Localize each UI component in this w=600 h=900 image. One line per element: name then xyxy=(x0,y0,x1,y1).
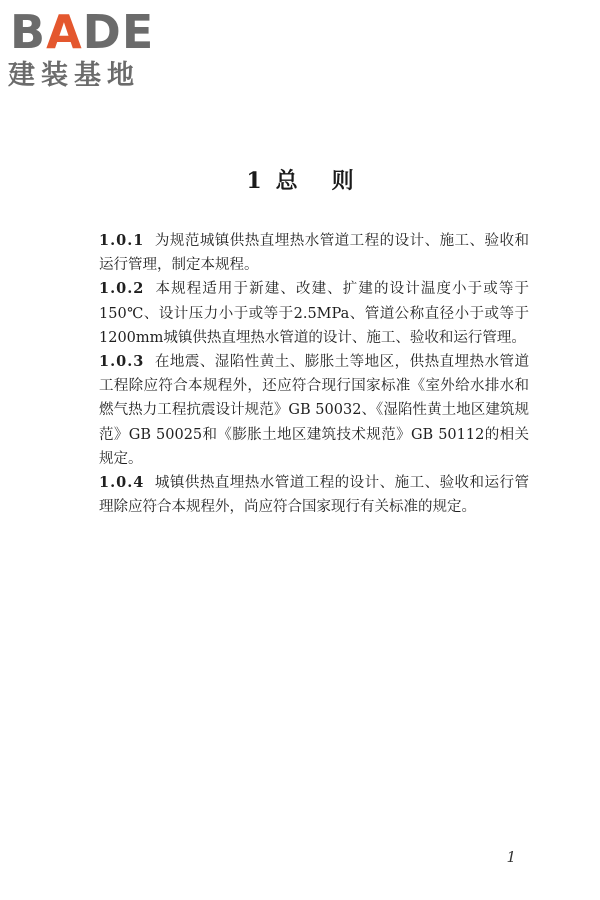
clause-1-0-3 xyxy=(99,350,529,471)
clause-1-0-1 xyxy=(99,229,529,277)
chapter-body xyxy=(99,229,529,519)
clause-number: 1.0.3 xyxy=(99,353,145,371)
clause-1-0-4 xyxy=(99,471,529,519)
chapter-heading xyxy=(0,164,600,195)
chapter-number: 1 xyxy=(246,168,262,194)
logo-letter-a-accent: A xyxy=(46,5,83,59)
logo-wordmark xyxy=(10,6,154,58)
clause-text: 在地震、湿陷性黄土、膨胀土等地区，供热直埋热水管道工程除应符合本规程外，还应符合现行国家标准《室外给水排水和燃气热力工程抗震设计规范》GB 50032、《湿陷性黄土地区建筑规范》GB 50025和《膨胀土地区建筑技术规范》GB 50112的相关规定。 xyxy=(99,354,529,467)
clause-text: 为规范城镇供热直埋热水管道工程的设计、施工、验收和运行管理，制定本规程。 xyxy=(99,233,529,274)
clause-number: 1.0.4 xyxy=(99,474,145,492)
page-number: 1 xyxy=(506,848,516,866)
logo-chinese-name: 建装基地 xyxy=(8,60,140,91)
clause-number: 1.0.2 xyxy=(99,280,145,298)
clause-text: 城镇供热直埋热水管道工程的设计、施工、验收和运行管理除应符合本规程外，尚应符合国家现行有关标准的规定。 xyxy=(99,475,529,516)
clause-text: 本规程适用于新建、改建、扩建的设计温度小于或等于150℃、设计压力小于或等于2.5MPa、管道公称直径小于或等于1200mm城镇供热直埋热水管道的设计、施工、验收和运行管理。 xyxy=(99,281,529,346)
logo-letters-de: DE xyxy=(82,5,155,59)
chapter-title-char-1: 总 xyxy=(275,168,298,194)
brand-logo xyxy=(8,6,178,96)
chapter-title-char-2: 则 xyxy=(331,168,354,194)
clause-number: 1.0.1 xyxy=(99,232,145,249)
logo-letter-b: B xyxy=(10,5,47,59)
clause-1-0-2 xyxy=(99,277,529,350)
